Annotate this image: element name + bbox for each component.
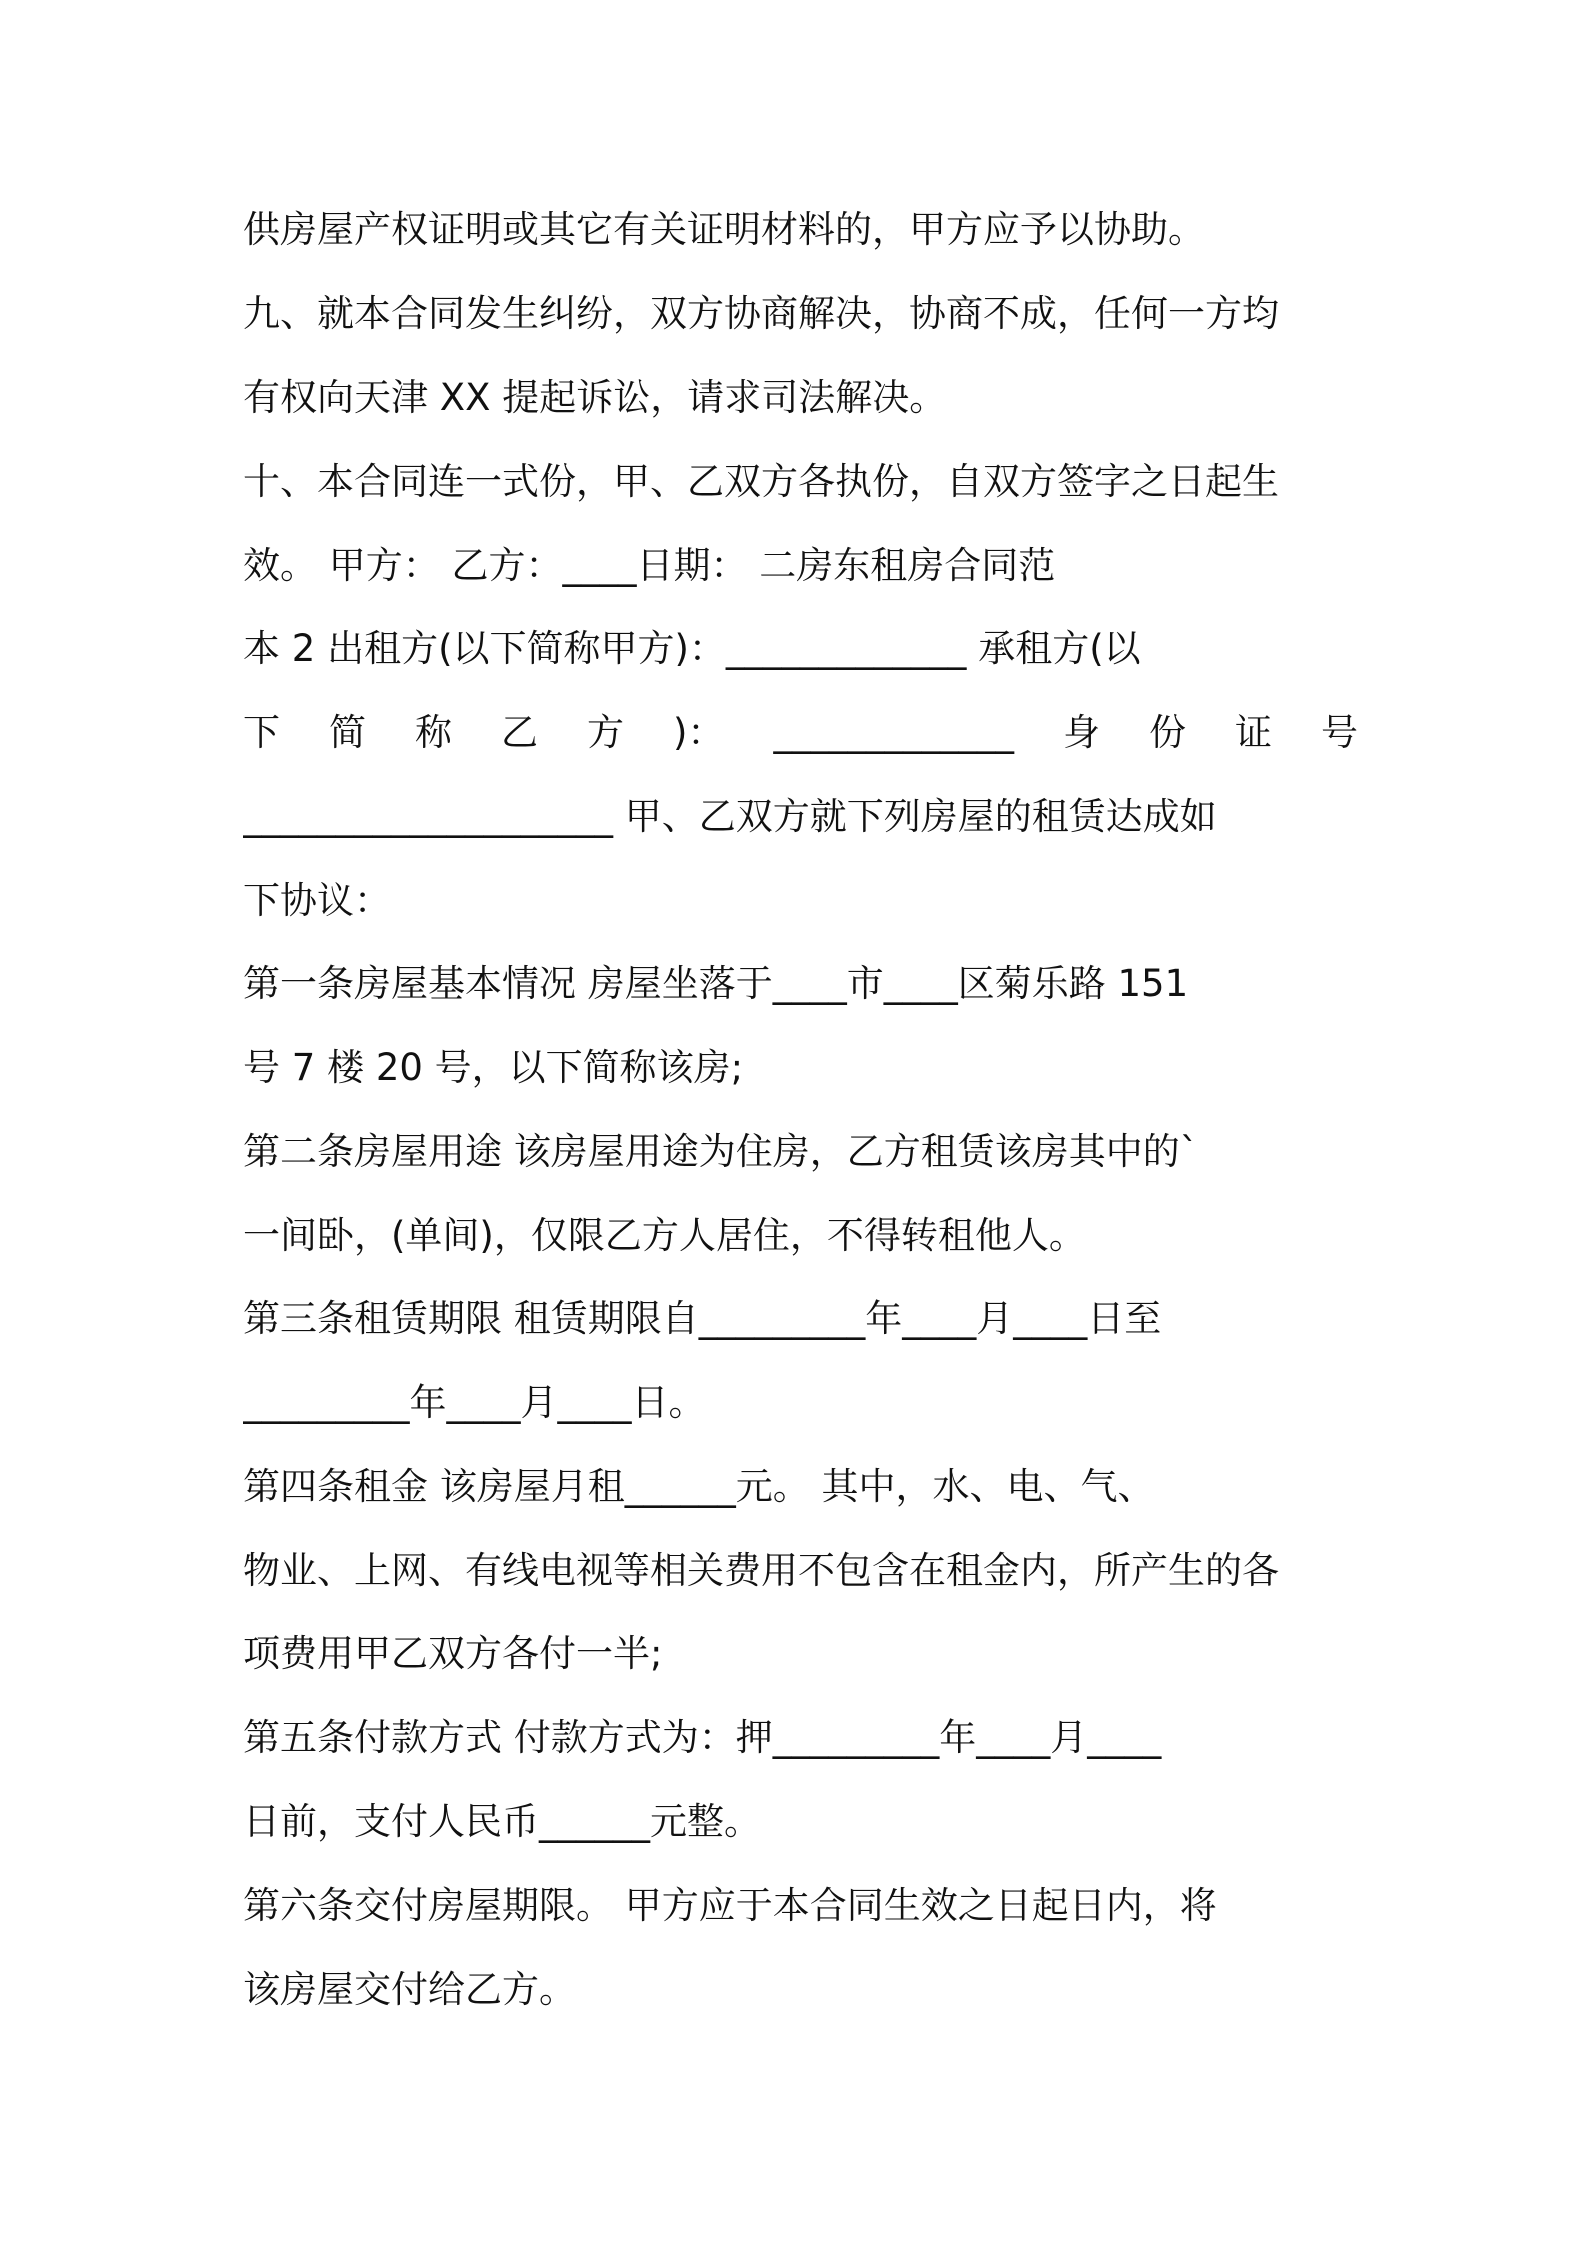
- text-segment: 身: [1062, 711, 1100, 754]
- text-line: 有权向天津 XX 提起诉讼，请求司法解决。: [243, 376, 947, 419]
- text-line: 供房屋产权证明或其它有关证明材料的，甲方应予以协助。: [243, 208, 1205, 251]
- text-segment: 简: [329, 711, 366, 754]
- text-line: 一间卧，(单间)，仅限乙方人居住，不得转租他人。: [243, 1214, 1086, 1257]
- text-segment: 乙: [501, 711, 538, 754]
- text-segment: )：: [673, 711, 725, 754]
- text-line: 物业、上网、有线电视等相关费用不包含在租金内，所产生的各: [243, 1549, 1279, 1592]
- text-line: 第一条房屋基本情况 房屋坐落于____市____区菊乐路 151: [243, 962, 1189, 1005]
- text-line: 第二条房屋用途 该房屋用途为住房，乙方租赁该房其中的`: [243, 1130, 1199, 1173]
- text-line: 日前，支付人民币______元整。: [243, 1800, 761, 1843]
- text-line: 号 7 楼 20 号，以下简称该房;: [243, 1046, 744, 1089]
- text-line: 项费用甲乙双方各付一半;: [243, 1632, 663, 1675]
- text-line-justified: [243, 702, 1358, 764]
- text-line: 本 2 出租方(以下简称甲方)：_____________ 承租方(以: [243, 627, 1141, 670]
- text-line: 第六条交付房屋期限。 甲方应于本合同生效之日起日内，将: [243, 1884, 1217, 1927]
- text-line: 该房屋交付给乙方。: [243, 1968, 576, 2011]
- text-line: 十、本合同连一式份，甲、乙双方各执份，自双方签字之日起生: [243, 460, 1279, 503]
- text-segment: 方: [587, 711, 624, 754]
- text-line: 第四条租金 该房屋月租______元。 其中，水、电、气、: [243, 1465, 1155, 1508]
- text-segment: 下: [243, 711, 280, 754]
- text-line: 下协议：: [243, 879, 391, 922]
- text-line: 第五条付款方式 付款方式为：押_________年____月____: [243, 1716, 1162, 1759]
- text-segment: 称: [415, 711, 452, 754]
- text-line: _________年____月____日。: [243, 1381, 706, 1424]
- text-line: 效。 甲方： 乙方：____日期： 二房东租房合同范: [243, 544, 1056, 587]
- text-line: 第三条租赁期限 租赁期限自_________年____月____日至: [243, 1297, 1162, 1340]
- text-line: ____________________ 甲、乙双方就下列房屋的租赁达成如: [243, 795, 1217, 838]
- text-segment: 份: [1148, 711, 1186, 754]
- text-segment: 号: [1320, 711, 1358, 754]
- text-line: 九、就本合同发生纠纷，双方协商解决，协商不成，任何一方均: [243, 292, 1279, 335]
- text-segment: _____________: [773, 711, 1014, 754]
- text-segment: 证: [1234, 711, 1272, 754]
